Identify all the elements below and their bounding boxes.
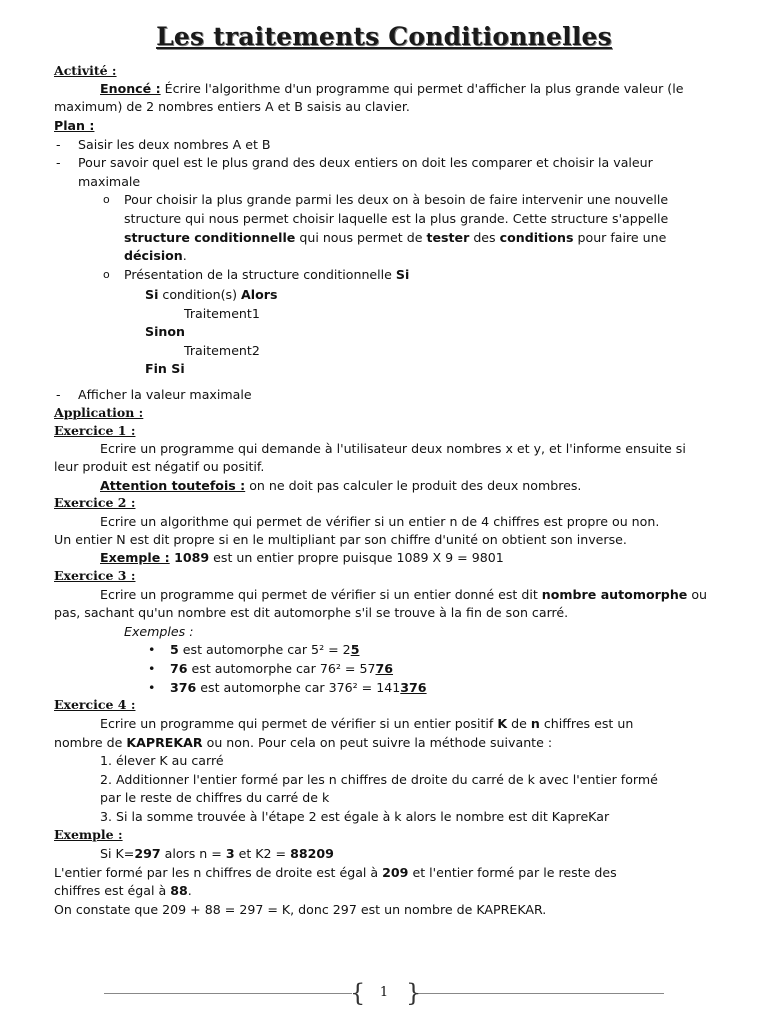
text: nombre de: [54, 735, 127, 750]
text: Présentation de la structure conditionnelle: [124, 267, 396, 282]
text: Ecrire un programme qui permet de vérifier si un entier donné est dit: [100, 587, 542, 602]
ex3-exemples: Exemples :: [124, 624, 194, 639]
ex4-line-1: [100, 715, 633, 733]
exemple-line-4: On constate que 209 + 88 = 297 = K, donc 297 est un nombre de KAPREKAR.: [54, 902, 547, 917]
bold-text: 209: [382, 865, 409, 880]
ex4-step-2b: par le reste de chiffres du carré de k: [100, 790, 330, 805]
text: alors n =: [160, 846, 226, 861]
ex3-line-1: [100, 586, 707, 604]
dash-marker: -: [56, 137, 61, 152]
bold-text: 88209: [290, 846, 334, 861]
exemple-line-3: [54, 882, 192, 900]
text: chiffres est un: [539, 716, 634, 731]
bold-text: K: [497, 716, 508, 731]
enonce-line: [100, 80, 683, 98]
text: est un entier propre puisque 1089 X 9 = 9801: [209, 550, 504, 565]
list-item: [170, 641, 359, 659]
bold-text: 76: [170, 661, 188, 676]
footer-rule-right: [418, 993, 664, 994]
bold-text: 376: [400, 680, 427, 695]
text: chiffres est égal à: [54, 883, 171, 898]
algo-si-line: [145, 286, 277, 304]
attention-label: Attention toutefois :: [100, 478, 246, 493]
text: ou non. Pour cela on peut suivre la méthode suivante :: [202, 735, 553, 750]
ex4-step-1: 1. élever K au carré: [100, 753, 224, 768]
plan-item-2: Pour savoir quel est le plus grand des deux entiers on doit les comparer et choisir la valeur: [78, 155, 653, 170]
list-item: [170, 679, 427, 697]
plan-item-2b: maximale: [78, 174, 141, 189]
enonce-label: Enoncé :: [100, 81, 161, 96]
keyword-si: Si: [145, 287, 159, 302]
bold-text: KAPREKAR: [126, 735, 203, 750]
sub-item-1b: structure qui nous permet choisir laquelle est la plus grande. Cette structure s'appelle: [124, 211, 669, 226]
bold-text: décision: [124, 248, 183, 263]
bold-text: 5: [350, 642, 360, 657]
sub-item-1c: [124, 229, 666, 247]
sub-item-1d: [124, 247, 187, 265]
page-title: Les traitements Conditionnelles: [156, 22, 612, 51]
sub-item-1a: Pour choisir la plus grande parmi les deux on à besoin de faire intervenir une nouvelle: [124, 192, 669, 207]
bullet-dot: •: [148, 661, 156, 676]
footer-rule-left: [104, 993, 352, 994]
bold-text: nombre automorphe: [541, 587, 688, 602]
dash-marker: -: [56, 155, 61, 170]
bold-text: 88: [170, 883, 188, 898]
ex4-line-2: [54, 734, 552, 752]
text: et l'entier formé par le reste des: [408, 865, 617, 880]
exercice-3-heading: Exercice 3 :: [54, 568, 136, 583]
keyword-alors: Alors: [241, 287, 278, 302]
text: est automorphe car 5² = 2: [178, 642, 351, 657]
ex3-line-2: pas, sachant qu'un nombre est dit automorphe s'il se trouve à la fin de son carré.: [54, 605, 569, 620]
list-item: [170, 660, 393, 678]
text: de: [507, 716, 531, 731]
algo-finsi: Fin Si: [145, 361, 185, 376]
text: est automorphe car 76² = 57: [187, 661, 376, 676]
exercice-2-heading: Exercice 2 :: [54, 495, 136, 510]
text: est automorphe car 376² = 141: [196, 680, 401, 695]
bold-text: 3: [225, 846, 235, 861]
exercice-1-heading: Exercice 1 :: [54, 423, 136, 438]
text: pour faire une: [573, 230, 667, 245]
algo-traitement1: Traitement1: [184, 306, 260, 321]
algo-traitement2: Traitement2: [184, 343, 260, 358]
enonce-text: Écrire l'algorithme d'un programme qui permet d'afficher la plus grande valeur (le: [160, 81, 684, 96]
bold-text: 76: [375, 661, 394, 676]
sub-item-2: [124, 266, 409, 284]
text: Ecrire un programme qui permet de vérifier si un entier positif: [100, 716, 498, 731]
exemple-line-1: [100, 845, 334, 863]
bold-text: n: [530, 716, 540, 731]
bold-text: tester: [426, 230, 470, 245]
bold-text: 376: [170, 680, 197, 695]
text: ou: [687, 587, 708, 602]
example-label: Exemple :: [100, 550, 170, 565]
plan-item-3: Afficher la valeur maximale: [78, 387, 252, 402]
text: L'entier formé par les n chiffres de droite est égal à: [54, 865, 383, 880]
bold-text: 5: [170, 642, 179, 657]
ex4-step-2a: 2. Additionner l'entier formé par les n chiffres de droite du carré de k avec l'entier formé: [100, 772, 658, 787]
plan-label: Plan :: [54, 118, 95, 133]
right-brace-icon: }: [406, 979, 422, 1007]
ex1-line-1: Ecrire un programme qui demande à l'utilisateur deux nombres x et y, et l'informe ensuite si: [100, 441, 686, 456]
ex2-line-2: Un entier N est dit propre si en le multipliant par son chiffre d'unité on obtient son inverse.: [54, 532, 627, 547]
bullet-dot: •: [148, 680, 156, 695]
dash-marker: -: [56, 387, 61, 402]
bold-text: 1089: [169, 550, 210, 565]
activite-heading: Activité :: [54, 63, 117, 78]
plan-item-1: Saisir les deux nombres A et B: [78, 137, 271, 152]
text: condition(s): [158, 287, 242, 302]
ex1-line-2: leur produit est négatif ou positif.: [54, 459, 265, 474]
ex2-line-1: Ecrire un algorithme qui permet de vérifier si un entier n de 4 chiffres est propre ou non.: [100, 514, 660, 529]
text: qui nous permet de: [295, 230, 427, 245]
bold-text: Si: [395, 267, 410, 282]
bold-text: 297: [134, 846, 161, 861]
exemple-heading: Exemple :: [54, 827, 123, 842]
bullet-dot: •: [148, 642, 156, 657]
page-number: 1: [379, 985, 389, 1000]
circle-bullet: o: [103, 193, 110, 206]
enonce-text-2: maximum) de 2 nombres entiers A et B saisis au clavier.: [54, 99, 410, 114]
left-brace-icon: {: [350, 979, 366, 1007]
bold-text: conditions: [499, 230, 574, 245]
exemple-line-2: [54, 864, 617, 882]
text: Si K=: [100, 846, 135, 861]
exercice-4-heading: Exercice 4 :: [54, 697, 136, 712]
text: on ne doit pas calculer le produit des deux nombres.: [245, 478, 582, 493]
algo-sinon: Sinon: [145, 324, 185, 339]
text: des: [469, 230, 500, 245]
ex2-example: [100, 549, 504, 567]
bold-text: structure conditionnelle: [124, 230, 296, 245]
text: .: [182, 248, 187, 263]
ex1-attention: [100, 477, 581, 495]
circle-bullet: o: [103, 268, 110, 281]
ex4-step-3: 3. Si la somme trouvée à l'étape 2 est égale à k alors le nombre est dit KapreKar: [100, 809, 610, 824]
application-heading: Application :: [54, 405, 144, 420]
text: et K2 =: [234, 846, 291, 861]
text: .: [187, 883, 192, 898]
